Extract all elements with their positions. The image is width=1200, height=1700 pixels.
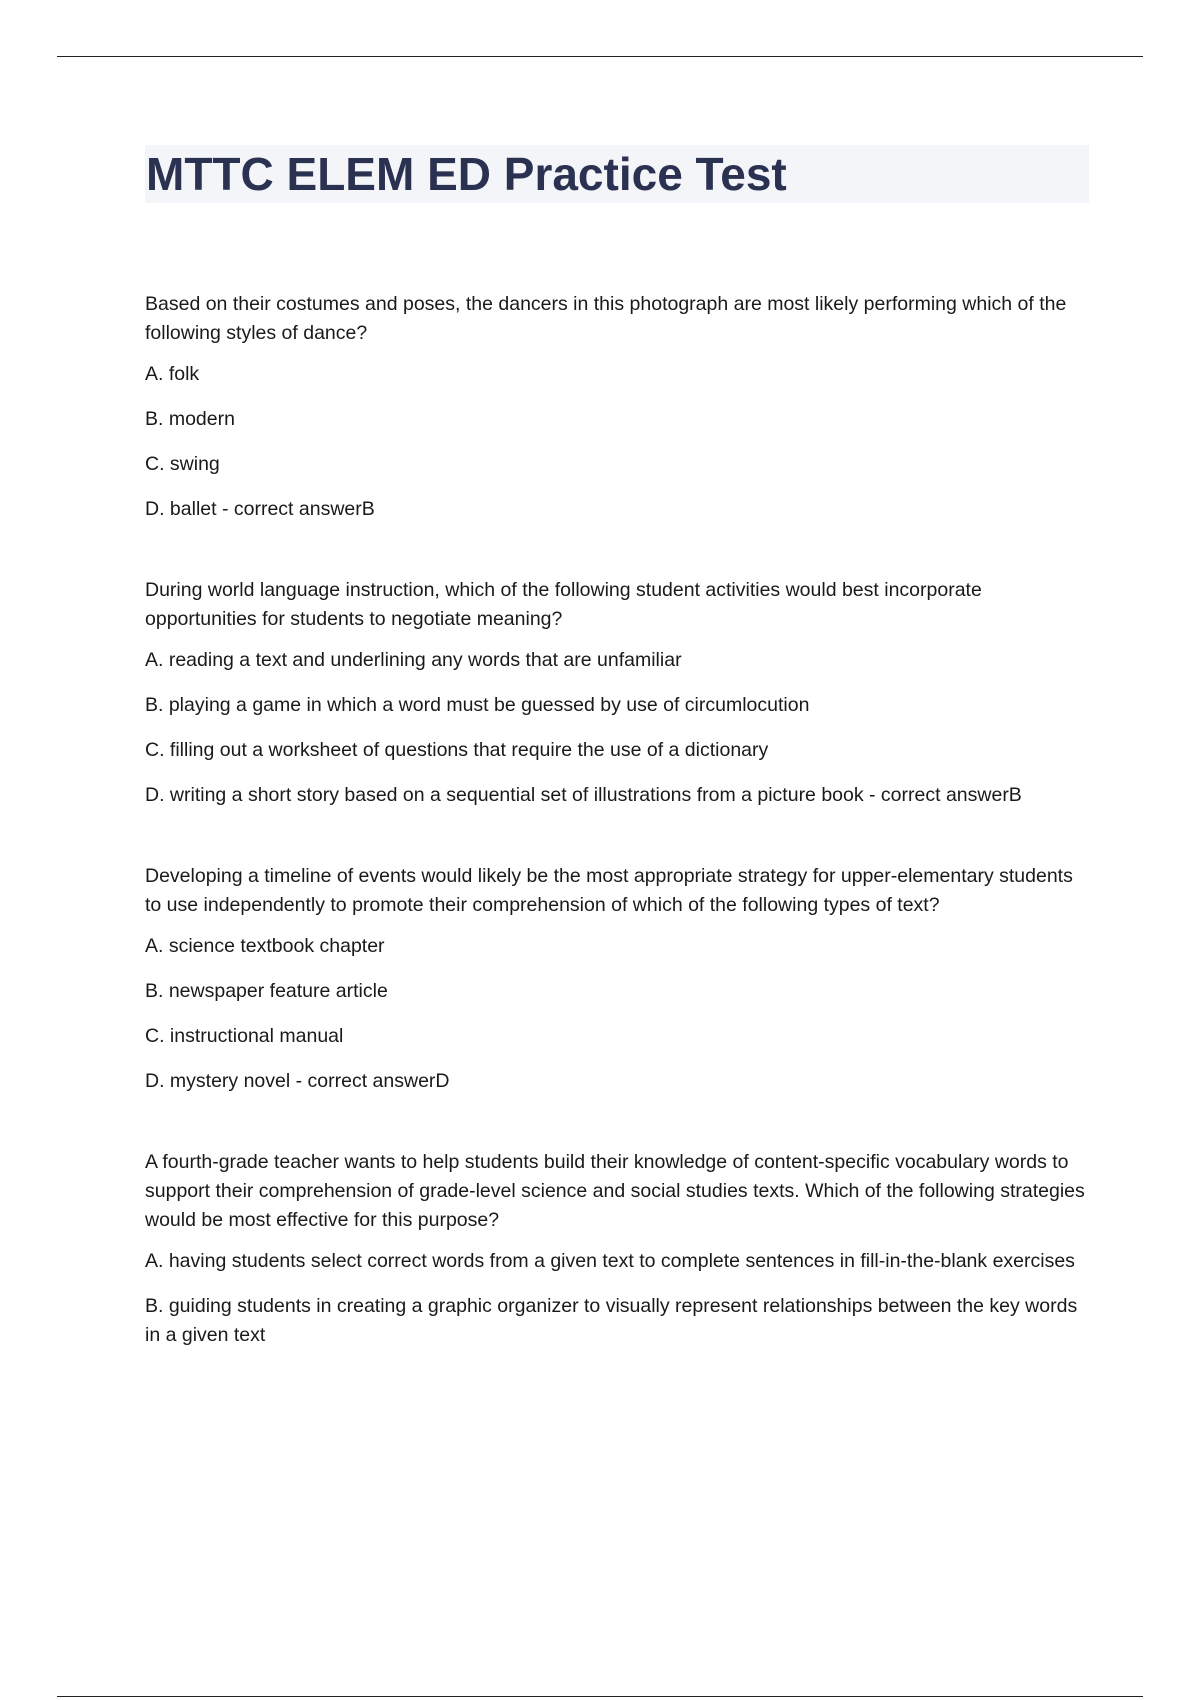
answer-option-a: A. having students select correct words from a given text to complete sentences in fill-in-the-blank exercises [145,1250,1075,1272]
question-text: A fourth-grade teacher wants to help students build their knowledge of content-specific vocabulary words to support their comprehension of grade-level science and social studies texts. Which of the following strategies would be most effective for this purpose? [145,1151,1085,1231]
answer-option-a: A. reading a text and underlining any words that are unfamiliar [145,649,682,671]
answer-option-c: C. filling out a worksheet of questions that require the use of a dictionary [145,739,769,761]
answer-option-b: B. guiding students in creating a graphic organizer to visually represent relationships between the key words in a given text [145,1295,1078,1346]
answer-option-a: A. folk [145,363,200,385]
question-list [145,290,1085,1402]
answer-option-b: B. modern [145,408,235,430]
answer-option-c: C. instructional manual [145,1025,344,1047]
answer-option-d: D. mystery novel - correct answerD [145,1070,450,1092]
question-text: Developing a timeline of events would likely be the most appropriate strategy for upper-elementary students to use independently to promote their comprehension of which of the following types of text? [145,865,1073,916]
question-text: Based on their costumes and poses, the dancers in this photograph are most likely performing which of the following styles of dance? [145,293,1067,344]
answer-option-c: C. swing [145,453,220,475]
answer-option-d: D. writing a short story based on a sequential set of illustrations from a picture book - correct answerB [145,784,1022,806]
question-block-4 [145,1148,1085,1350]
question-block-2 [145,576,1085,810]
top-rule [57,56,1143,57]
question-block-3 [145,862,1085,1096]
bottom-rule [57,1696,1143,1697]
answer-option-b: B. newspaper feature article [145,980,388,1002]
answer-option-a: A. science textbook chapter [145,935,385,957]
answer-option-b: B. playing a game in which a word must be guessed by use of circumlocution [145,694,810,716]
answer-option-d: D. ballet - correct answerB [145,498,375,520]
page-title: MTTC ELEM ED Practice Test [146,148,787,200]
question-text: During world language instruction, which of the following student activities would best incorporate opportunities for students to negotiate meaning? [145,579,982,630]
question-block-1 [145,290,1085,524]
